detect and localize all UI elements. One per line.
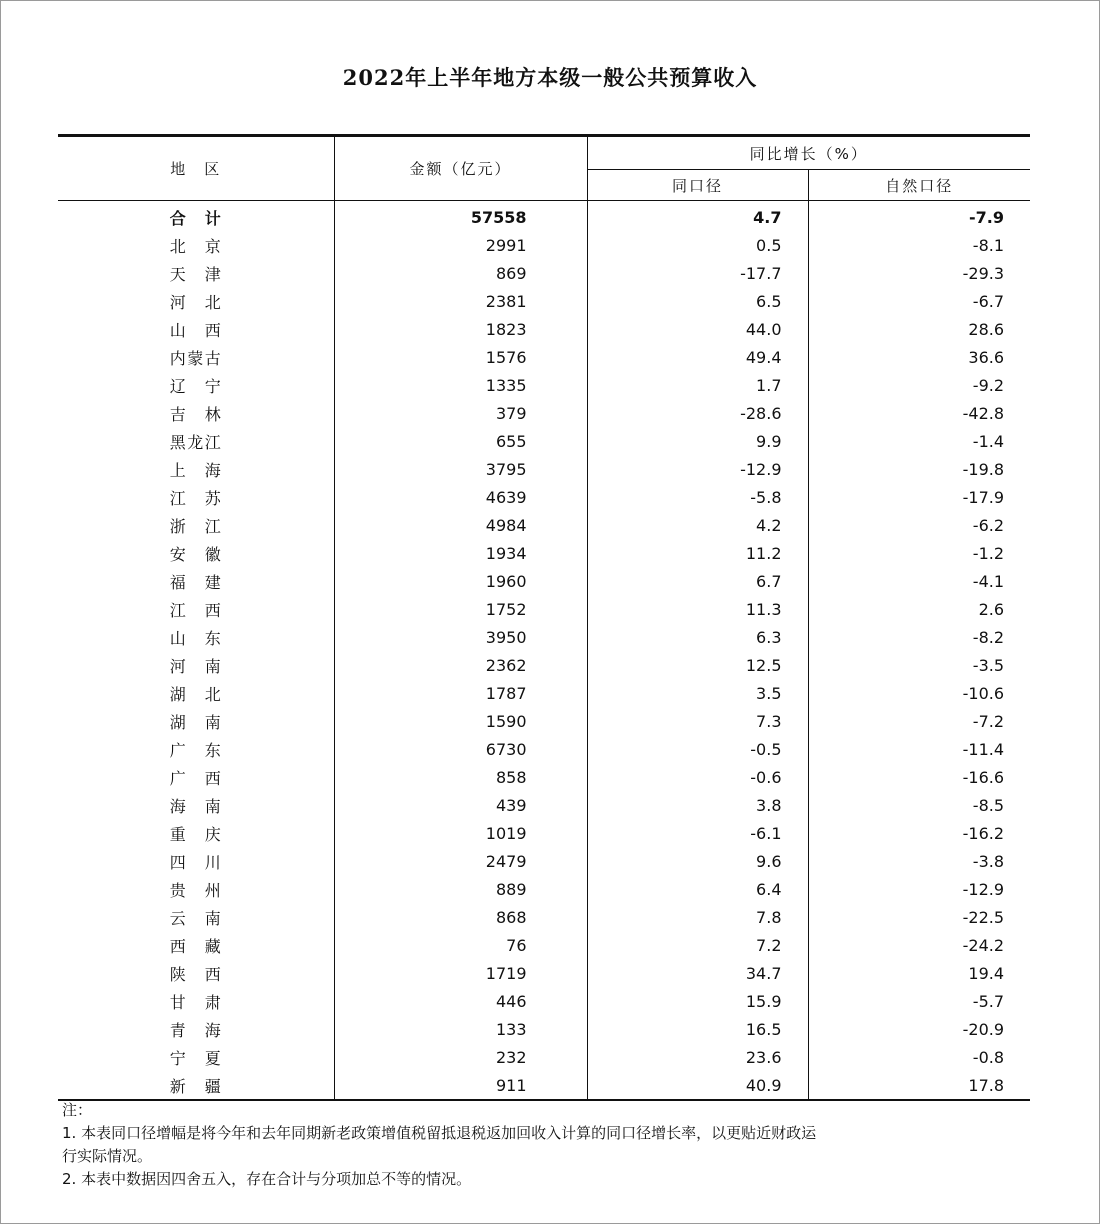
cell-region: [58, 763, 334, 791]
cell-same-basis-growth: 49.4: [587, 343, 808, 371]
cell-region: [58, 847, 334, 875]
note-1-line-1: 1. 本表同口径增幅是将今年和去年同期新老政策增值税留抵退税返加回收入计算的同口径增长率，以更贴近财政运: [62, 1124, 817, 1142]
cell-region: [58, 231, 334, 259]
notes-label: 注：: [62, 1101, 93, 1119]
header-same-basis: 同口径: [587, 170, 808, 201]
header-growth-group: 同比增长（%）: [587, 136, 1030, 170]
table-row: [58, 651, 1030, 679]
table-row: [58, 427, 1030, 455]
revenue-table: [58, 134, 1030, 1101]
cell-natural-basis-growth: 17.8: [968, 1075, 1005, 1095]
table-row: [58, 511, 1030, 539]
cell-natural-basis-growth: -3.8: [972, 851, 1005, 871]
cell-region: [58, 483, 334, 511]
region-label: 山东: [169, 628, 222, 648]
cell-region: [58, 399, 334, 427]
table-row: [58, 455, 1030, 483]
cell-same-basis-growth: 1.7: [587, 371, 808, 399]
cell-same-basis-growth: 15.9: [587, 987, 808, 1015]
cell-region: [58, 1071, 334, 1100]
cell-region: [58, 595, 334, 623]
cell-natural-basis-growth: -7.9: [969, 207, 1005, 227]
cell-natural-basis-growth: -42.8: [962, 403, 1005, 423]
cell-region: [58, 707, 334, 735]
cell-amount: 57558: [334, 201, 587, 232]
cell-natural-basis-growth: -24.2: [962, 935, 1005, 955]
cell-region: [58, 651, 334, 679]
cell-natural-basis-growth: -16.6: [962, 767, 1005, 787]
cell-natural-basis-growth: -5.7: [972, 991, 1005, 1011]
cell-natural-basis-growth: -8.2: [972, 627, 1005, 647]
table-row: [58, 959, 1030, 987]
page-title: 2022年上半年地方本级一般公共预算收入: [342, 65, 758, 90]
cell-natural-basis-growth: 2.6: [978, 599, 1005, 619]
table-row: [58, 931, 1030, 959]
header-amount: 金额（亿元）: [334, 136, 587, 201]
table-row: [58, 987, 1030, 1015]
table-row: [58, 763, 1030, 791]
region-label: 青海: [169, 1020, 222, 1040]
header-region: 地 区: [58, 136, 334, 201]
cell-region: [58, 371, 334, 399]
cell-region: [58, 201, 334, 232]
table-row: [58, 483, 1030, 511]
cell-region: [58, 1015, 334, 1043]
cell-same-basis-growth: 7.3: [587, 707, 808, 735]
cell-same-basis-growth: 9.6: [587, 847, 808, 875]
cell-region: [58, 931, 334, 959]
cell-amount: 2991: [334, 231, 587, 259]
cell-same-basis-growth: -0.5: [587, 735, 808, 763]
cell-natural-basis-growth: -8.1: [972, 235, 1005, 255]
cell-region: [58, 1043, 334, 1071]
cell-region: [58, 287, 334, 315]
cell-amount: 868: [334, 903, 587, 931]
table-row: [58, 707, 1030, 735]
cell-amount: 1960: [334, 567, 587, 595]
region-label: 四川: [169, 852, 222, 872]
note-1-line-2: 行实际情况。: [62, 1147, 153, 1165]
table-row-total: [58, 201, 1030, 232]
table-row: [58, 903, 1030, 931]
cell-same-basis-growth: 3.8: [587, 791, 808, 819]
cell-same-basis-growth: 11.3: [587, 595, 808, 623]
table-row: [58, 287, 1030, 315]
region-label: 甘肃: [169, 992, 222, 1012]
cell-region: [58, 791, 334, 819]
cell-region: [58, 819, 334, 847]
cell-amount: 858: [334, 763, 587, 791]
table-body: [58, 201, 1030, 1101]
table-row: [58, 1071, 1030, 1100]
cell-region: [58, 987, 334, 1015]
region-label: 宁夏: [169, 1048, 222, 1068]
cell-amount: 4984: [334, 511, 587, 539]
cell-natural-basis-growth: -12.9: [962, 879, 1005, 899]
cell-region: [58, 567, 334, 595]
region-label: 内蒙古: [169, 348, 222, 368]
table-row: [58, 819, 1030, 847]
region-label: 贵州: [169, 880, 222, 900]
cell-same-basis-growth: 40.9: [587, 1071, 808, 1100]
cell-amount: 1934: [334, 539, 587, 567]
region-label: 海南: [169, 796, 222, 816]
cell-same-basis-growth: 6.4: [587, 875, 808, 903]
table-row: [58, 623, 1030, 651]
cell-natural-basis-growth: 19.4: [968, 963, 1005, 983]
cell-amount: 6730: [334, 735, 587, 763]
cell-natural-basis-growth: 36.6: [968, 347, 1005, 367]
region-label: 江苏: [169, 488, 222, 508]
cell-natural-basis-growth: -3.5: [972, 655, 1005, 675]
region-label: 西藏: [169, 936, 222, 956]
region-label: 广西: [169, 768, 222, 788]
note-2: 2. 本表中数据因四舍五入，存在合计与分项加总不等的情况。: [62, 1170, 472, 1188]
cell-amount: 1590: [334, 707, 587, 735]
table-row: [58, 595, 1030, 623]
cell-amount: 889: [334, 875, 587, 903]
cell-amount: 1752: [334, 595, 587, 623]
cell-same-basis-growth: 11.2: [587, 539, 808, 567]
cell-same-basis-growth: 4.7: [587, 201, 808, 232]
cell-region: [58, 875, 334, 903]
cell-amount: 1787: [334, 679, 587, 707]
cell-natural-basis-growth: -1.4: [972, 431, 1005, 451]
table-row: [58, 735, 1030, 763]
region-label: 合计: [169, 208, 222, 228]
cell-amount: 439: [334, 791, 587, 819]
cell-region: [58, 315, 334, 343]
region-label: 重庆: [169, 824, 222, 844]
cell-amount: 869: [334, 259, 587, 287]
cell-region: [58, 735, 334, 763]
region-label: 黑龙江: [169, 432, 222, 452]
cell-natural-basis-growth: -11.4: [962, 739, 1005, 759]
cell-region: [58, 539, 334, 567]
cell-amount: 655: [334, 427, 587, 455]
cell-natural-basis-growth: -4.1: [972, 571, 1005, 591]
cell-natural-basis-growth: -29.3: [962, 263, 1005, 283]
region-label: 广东: [169, 740, 222, 760]
table-row: [58, 231, 1030, 259]
cell-natural-basis-growth: -20.9: [962, 1019, 1005, 1039]
cell-region: [58, 259, 334, 287]
cell-same-basis-growth: -17.7: [587, 259, 808, 287]
table-row: [58, 791, 1030, 819]
cell-amount: 1576: [334, 343, 587, 371]
cell-same-basis-growth: 12.5: [587, 651, 808, 679]
cell-same-basis-growth: -28.6: [587, 399, 808, 427]
table-row: [58, 847, 1030, 875]
region-label: 浙江: [169, 516, 222, 536]
cell-amount: 911: [334, 1071, 587, 1100]
table-row: [58, 399, 1030, 427]
cell-same-basis-growth: 9.9: [587, 427, 808, 455]
table-row: [58, 1015, 1030, 1043]
region-label: 安徽: [169, 544, 222, 564]
cell-natural-basis-growth: -6.2: [972, 515, 1005, 535]
cell-same-basis-growth: 4.2: [587, 511, 808, 539]
cell-region: [58, 679, 334, 707]
cell-natural-basis-growth: -1.2: [972, 543, 1005, 563]
region-label: 天津: [169, 264, 222, 284]
cell-amount: 133: [334, 1015, 587, 1043]
region-label: 湖北: [169, 684, 222, 704]
cell-same-basis-growth: 6.5: [587, 287, 808, 315]
cell-same-basis-growth: -6.1: [587, 819, 808, 847]
cell-amount: 446: [334, 987, 587, 1015]
table-row: [58, 343, 1030, 371]
table-row: [58, 679, 1030, 707]
cell-amount: 1719: [334, 959, 587, 987]
cell-same-basis-growth: 6.7: [587, 567, 808, 595]
cell-natural-basis-growth: -10.6: [962, 683, 1005, 703]
cell-natural-basis-growth: -8.5: [972, 795, 1005, 815]
cell-same-basis-growth: 7.8: [587, 903, 808, 931]
cell-natural-basis-growth: 28.6: [968, 319, 1005, 339]
region-label: 北京: [169, 236, 222, 256]
cell-same-basis-growth: 44.0: [587, 315, 808, 343]
cell-natural-basis-growth: -22.5: [962, 907, 1005, 927]
region-label: 河南: [169, 656, 222, 676]
cell-amount: 2479: [334, 847, 587, 875]
cell-same-basis-growth: 3.5: [587, 679, 808, 707]
cell-same-basis-growth: 23.6: [587, 1043, 808, 1071]
cell-amount: 76: [334, 931, 587, 959]
cell-amount: 379: [334, 399, 587, 427]
cell-region: [58, 427, 334, 455]
cell-amount: 3795: [334, 455, 587, 483]
cell-region: [58, 511, 334, 539]
table-row: [58, 539, 1030, 567]
cell-amount: 2381: [334, 287, 587, 315]
cell-amount: 3950: [334, 623, 587, 651]
cell-amount: 1823: [334, 315, 587, 343]
region-label: 云南: [169, 908, 222, 928]
cell-amount: 1019: [334, 819, 587, 847]
region-label: 河北: [169, 292, 222, 312]
cell-natural-basis-growth: -17.9: [962, 487, 1005, 507]
cell-amount: 4639: [334, 483, 587, 511]
region-label: 吉林: [169, 404, 222, 424]
cell-same-basis-growth: 7.2: [587, 931, 808, 959]
table-row: [58, 315, 1030, 343]
cell-natural-basis-growth: -7.2: [972, 711, 1005, 731]
cell-amount: 1335: [334, 371, 587, 399]
table-row: [58, 567, 1030, 595]
cell-natural-basis-growth: -9.2: [972, 375, 1005, 395]
region-label: 陕西: [169, 964, 222, 984]
region-label: 江西: [169, 600, 222, 620]
region-label: 新疆: [169, 1076, 222, 1096]
cell-amount: 232: [334, 1043, 587, 1071]
cell-same-basis-growth: 6.3: [587, 623, 808, 651]
cell-region: [58, 903, 334, 931]
cell-same-basis-growth: 0.5: [587, 231, 808, 259]
cell-same-basis-growth: -0.6: [587, 763, 808, 791]
cell-natural-basis-growth: -0.8: [972, 1047, 1005, 1067]
region-label: 上海: [169, 460, 222, 480]
region-label: 山西: [169, 320, 222, 340]
cell-same-basis-growth: -5.8: [587, 483, 808, 511]
region-label: 湖南: [169, 712, 222, 732]
table-row: [58, 1043, 1030, 1071]
cell-region: [58, 455, 334, 483]
region-label: 辽宁: [169, 376, 222, 396]
cell-same-basis-growth: 34.7: [587, 959, 808, 987]
cell-region: [58, 959, 334, 987]
cell-natural-basis-growth: -19.8: [962, 459, 1005, 479]
table-row: [58, 259, 1030, 287]
cell-amount: 2362: [334, 651, 587, 679]
cell-region: [58, 623, 334, 651]
cell-same-basis-growth: 16.5: [587, 1015, 808, 1043]
region-label: 福建: [169, 572, 222, 592]
notes: [62, 1099, 982, 1191]
cell-natural-basis-growth: -6.7: [972, 291, 1005, 311]
cell-region: [58, 343, 334, 371]
table-row: [58, 875, 1030, 903]
cell-same-basis-growth: -12.9: [587, 455, 808, 483]
header-natural-basis: 自然口径: [808, 170, 1030, 201]
cell-natural-basis-growth: -16.2: [962, 823, 1005, 843]
table-row: [58, 371, 1030, 399]
